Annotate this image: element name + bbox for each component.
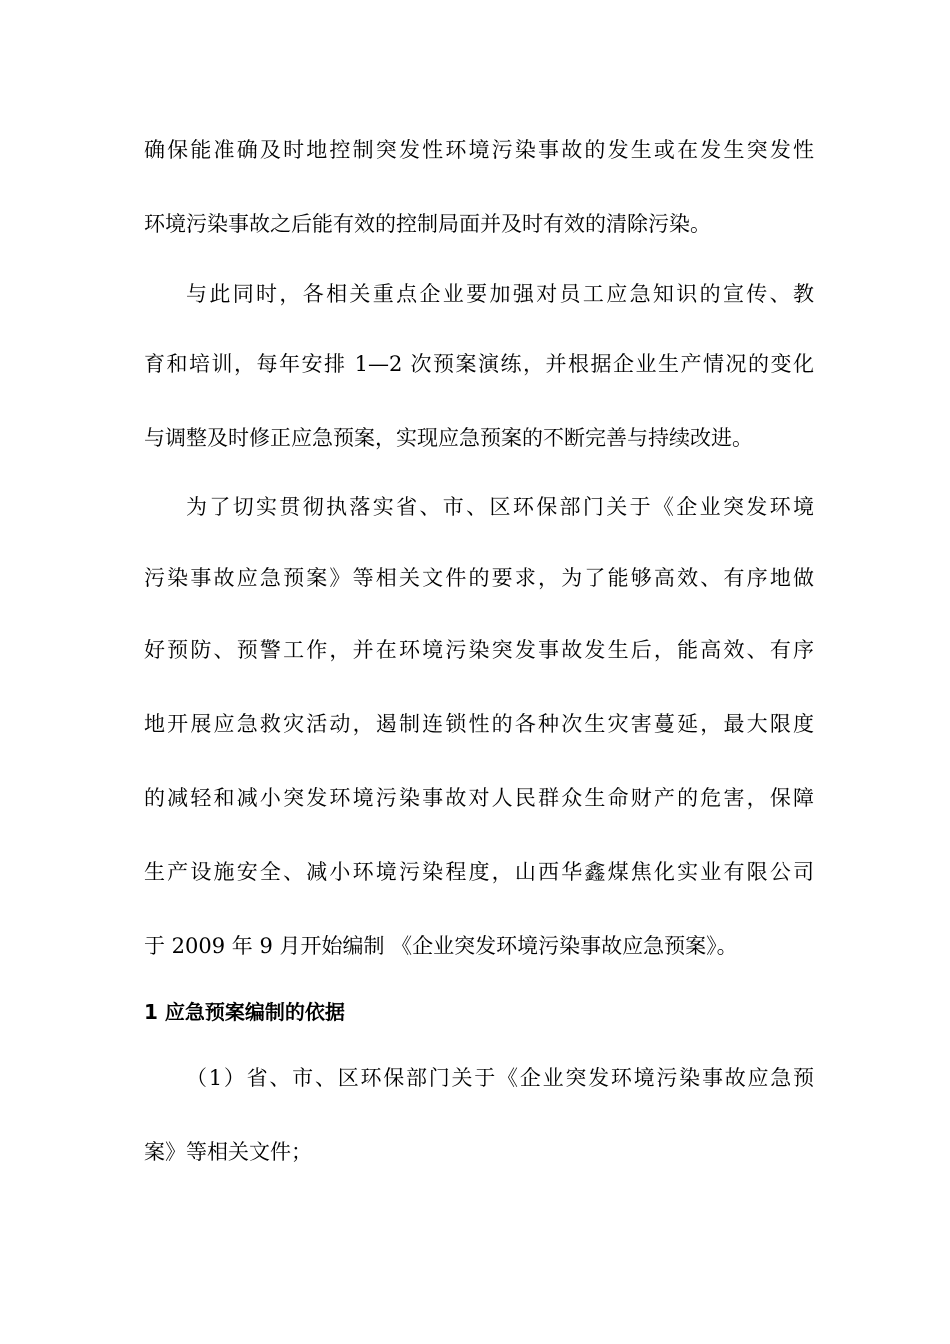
paragraph-line: （1）省、市、区环保部门关于《企业突发环境污染事故应急预: [186, 1066, 814, 1090]
paragraph-line: 于 2009 年 9 月开始编制 《企业突发环境污染事故应急预案》。: [144, 934, 738, 958]
section-heading: 1 应急预案编制的依据: [144, 1000, 345, 1024]
paragraph-line: 案》等相关文件；: [144, 1140, 312, 1164]
paragraph-line: 地开展应急救灾活动，遏制连锁性的各种次生灾害蔓延，最大限度: [144, 712, 814, 736]
paragraph-line: 环境污染事故之后能有效的控制局面并及时有效的清除污染。: [144, 212, 711, 236]
paragraph-line: 与此同时，各相关重点企业要加强对员工应急知识的宣传、教: [186, 282, 814, 306]
paragraph-line: 污染事故应急预案》等相关文件的要求，为了能够高效、有序地做: [144, 566, 814, 590]
paragraph-line: 确保能准确及时地控制突发性环境污染事故的发生或在发生突发性: [144, 138, 814, 162]
paragraph-line: 为了切实贯彻执落实省、市、区环保部门关于《企业突发环境: [186, 495, 814, 519]
paragraph-line: 生产设施安全、减小环境污染程度，山西华鑫煤焦化实业有限公司: [144, 860, 814, 884]
paragraph-line: 的减轻和减小突发环境污染事故对人民群众生命财产的危害，保障: [144, 786, 814, 810]
paragraph-line: 好预防、预警工作，并在环境污染突发事故发生后，能高效、有序: [144, 638, 814, 662]
paragraph-line: 与调整及时修正应急预案，实现应急预案的不断完善与持续改进。: [144, 426, 753, 450]
paragraph-line: 育和培训，每年安排 1—2 次预案演练，并根据企业生产情况的变化: [144, 352, 814, 376]
